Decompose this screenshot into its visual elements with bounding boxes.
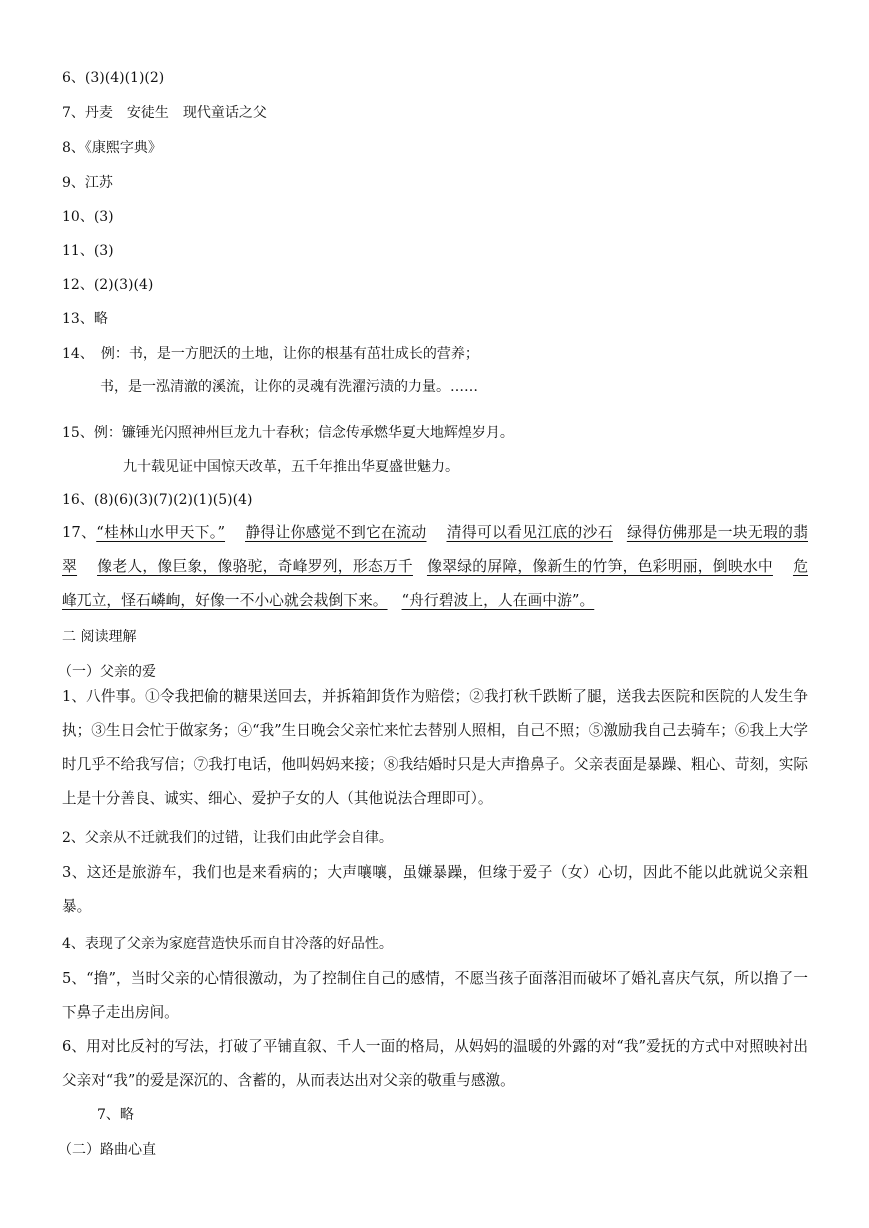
answer-14-line-2: 书，是一泓清澈的溪流，让你的灵魂有洗濯污渍的力量。……: [100, 379, 478, 395]
answer-17-part-3: 清得可以看见江底的沙石: [446, 524, 613, 541]
section-title-reading: 二 阅读理解: [62, 629, 137, 645]
answer-17-part-7: 危峰兀立，怪石嶙峋，好像一不小心就会栽倒下来。: [62, 558, 808, 609]
subsection-title-fathers-love: （一）父亲的爱: [58, 664, 156, 680]
answer-6: 6、(3)(4)(1)(2): [62, 70, 165, 86]
answer-13: 13、略: [62, 311, 108, 327]
answer-17-part-6: 像翠绿的屏障，像新生的竹笋，色彩明丽，倒映水中: [426, 558, 773, 575]
answer-17-number: 17、: [62, 524, 97, 541]
answer-15-line-2: 九十载见证中国惊天改革，五千年推出华夏盛世魅力。: [123, 459, 459, 475]
answer-17-part-1: “桂林山水甲天下。”: [96, 524, 226, 541]
answer-16: 16、(8)(6)(3)(7)(2)(1)(5)(4): [62, 492, 253, 508]
question-6-answer: 6、用对比反衬的写法，打破了平铺直叙、千人一面的格局，从妈妈的温暖的外露的对“我”爱抚的方式中对照映衬出父亲对“我”的爱是深沉的、含蓄的，从而表达出对父亲的敬重与感激。: [62, 1038, 808, 1089]
answer-17-part-8: “舟行碧波上，人在画中游”。: [401, 592, 595, 609]
answer-17-part-4: 绿得仿佛那是一块无瑕的翡翠: [62, 524, 808, 575]
question-1-answer: 1、八件事。①令我把偷的糖果送回去，并拆箱卸货作为赔偿；②我打秋千跌断了腿，送我去医院和医院的人发生争执；③生日会忙于做家务；④“我”生日晚会父亲忙来忙去替别人照相，自己不照；⑤激励我自己去骑车；⑥我上大学时几乎不给我写信；⑦我打电话，他叫妈妈来接；⑧我结婚时只是大声撸鼻子。父亲表面是暴躁、粗心、苛刻，实际上是十分善良、诚实、细心、爱护子女的人（其他说法合理即可）。: [62, 688, 808, 807]
answer-9: 9、江苏: [62, 175, 113, 191]
answer-11: 11、(3): [62, 243, 114, 259]
subsection-title-winding-road: （二）路曲心直: [58, 1142, 156, 1158]
question-2-answer: 2、父亲从不迁就我们的过错，让我们由此学会自律。: [62, 830, 393, 846]
answer-17-part-2: 静得让你感觉不到它在流动: [245, 524, 427, 541]
question-4-answer: 4、表现了父亲为家庭营造快乐而自甘冷落的好品性。: [62, 936, 393, 952]
answer-8: 8、《康熙字典》: [62, 140, 162, 156]
answer-15-line-1: 15、例：镰锤光闪照神州巨龙九十春秋；信念传承燃华夏大地辉煌岁月。: [62, 425, 514, 441]
answer-17: [62, 516, 808, 618]
answer-14-line-1: 14、 例：书，是一方肥沃的土地，让你的根基有茁壮成长的营养；: [62, 346, 479, 362]
answer-17-part-5: 像老人，像巨象，像骆驼，奇峰罗列，形态万千: [97, 558, 413, 575]
answer-7: 7、丹麦 安徒生 现代童话之父: [62, 105, 267, 121]
question-3-answer: 3、这还是旅游车，我们也是来看病的；大声嚷嚷，虽嫌暴躁，但缘于爱子（女）心切，因此不能以此就说父亲粗暴。: [62, 864, 808, 915]
answer-10: 10、(3): [62, 209, 114, 225]
answer-12: 12、(2)(3)(4): [62, 277, 154, 293]
question-7-answer: 7、略: [97, 1107, 134, 1123]
question-5-answer: 5、“撸”，当时父亲的心情很激动，为了控制住自己的感情，不愿当孩子面落泪而破坏了婚礼喜庆气氛，所以撸了一下鼻子走出房间。: [62, 970, 808, 1021]
